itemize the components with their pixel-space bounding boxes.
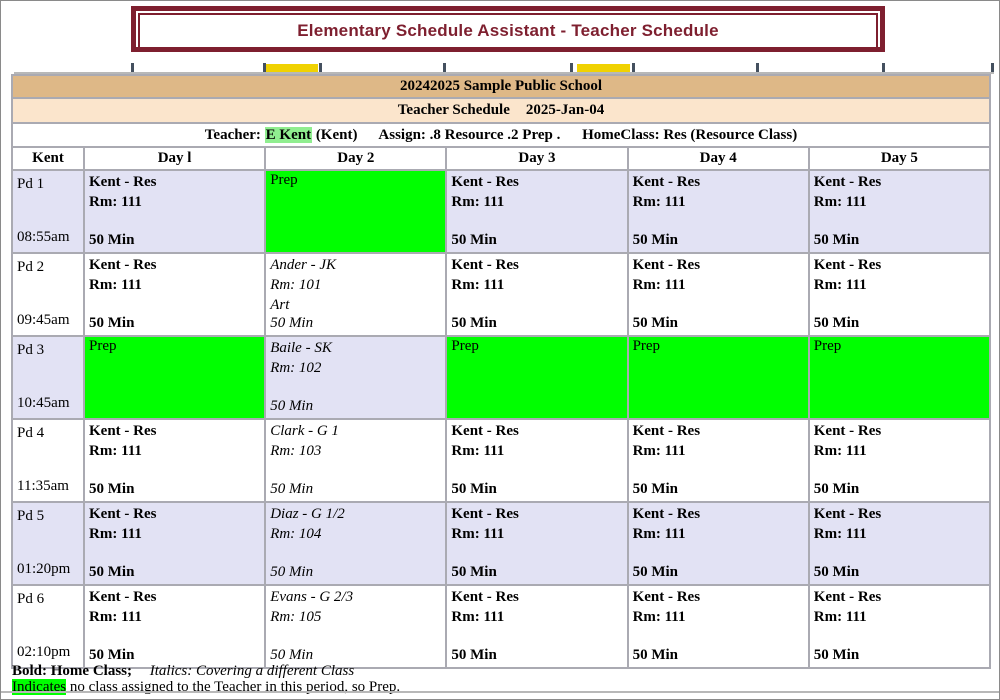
- home-class-cell[interactable]: [809, 170, 990, 253]
- period-cell: [12, 419, 84, 502]
- period-label: Pd 2: [17, 259, 45, 275]
- prep-cell[interactable]: [809, 336, 990, 419]
- day-column-header: Day 5: [809, 147, 990, 170]
- yellow-highlight-cell: [577, 64, 630, 72]
- teacher-name-highlight: E Kent: [265, 126, 312, 143]
- class-info: Kent - Res Rm: 111: [813, 423, 882, 459]
- home-class-cell[interactable]: [446, 419, 627, 502]
- class-info: Kent - Res Rm: 111: [813, 174, 882, 210]
- bottom-divider: [1, 691, 999, 693]
- class-duration: 50 Min: [813, 481, 860, 497]
- cell-border-tick: [882, 63, 885, 72]
- prep-label: Prep: [813, 338, 842, 354]
- schedule-row: [12, 170, 990, 253]
- class-info: Kent - Res Rm: 111: [632, 589, 701, 625]
- home-class-cell[interactable]: [809, 585, 990, 668]
- school-header-row: [12, 75, 990, 98]
- class-duration: 50 Min: [632, 481, 678, 497]
- legend-italic-label: Italics: Covering a different Class: [149, 663, 355, 679]
- prep-cell[interactable]: [446, 336, 627, 419]
- period-label: Pd 3: [17, 342, 45, 358]
- report-title-cell: [12, 98, 990, 123]
- covering-class-cell[interactable]: [265, 585, 446, 668]
- home-class-cell[interactable]: [446, 253, 627, 336]
- period-cell: [12, 585, 84, 668]
- home-class-cell[interactable]: [446, 585, 627, 668]
- class-duration: 50 Min: [813, 564, 860, 580]
- period-cell: [12, 253, 84, 336]
- period-label: Pd 4: [17, 425, 45, 441]
- home-class-cell[interactable]: [446, 502, 627, 585]
- class-info: Kent - Res Rm: 111: [451, 174, 519, 210]
- report-header-row: [12, 98, 990, 123]
- prep-label: Prep: [270, 172, 298, 188]
- covering-class-cell[interactable]: [265, 336, 446, 419]
- class-info: Kent - Res Rm: 111: [451, 257, 519, 293]
- class-duration: 50 Min: [270, 647, 314, 663]
- teacher-info-row: [12, 123, 990, 147]
- home-class-cell[interactable]: [628, 253, 809, 336]
- home-class-cell[interactable]: [809, 419, 990, 502]
- class-info: Kent - Res Rm: 111: [89, 506, 157, 542]
- home-class-cell[interactable]: [84, 502, 265, 585]
- prep-cell[interactable]: [84, 336, 265, 419]
- class-duration: 50 Min: [89, 232, 135, 248]
- period-label: Pd 5: [17, 508, 45, 524]
- class-info: Kent - Res Rm: 111: [89, 174, 157, 210]
- home-class-cell[interactable]: [628, 419, 809, 502]
- class-info: Kent - Res Rm: 111: [89, 423, 157, 459]
- home-class-cell[interactable]: [84, 253, 265, 336]
- period-label: Pd 1: [17, 176, 45, 192]
- class-duration: 50 Min: [451, 564, 497, 580]
- period-start-time: 10:45am: [17, 395, 70, 411]
- period-cell: [12, 336, 84, 419]
- period-cell: [12, 502, 84, 585]
- class-duration: 50 Min: [451, 481, 497, 497]
- covering-class-cell[interactable]: [265, 419, 446, 502]
- home-class-cell[interactable]: [84, 170, 265, 253]
- class-info: Kent - Res Rm: 111: [451, 506, 519, 542]
- class-info: Kent - Res Rm: 111: [632, 257, 701, 293]
- schedule-row: [12, 502, 990, 585]
- class-info: Diaz - G 1/2 Rm: 104: [270, 506, 345, 542]
- class-duration: 50 Min: [270, 398, 314, 414]
- prep-label: Prep: [632, 338, 661, 354]
- cell-border-tick: [756, 63, 759, 72]
- schedule-row: [12, 336, 990, 419]
- day-column-header: Day 4: [628, 147, 809, 170]
- home-class-cell[interactable]: [84, 585, 265, 668]
- prep-label: Prep: [89, 338, 117, 354]
- class-duration: 50 Min: [451, 315, 497, 331]
- home-class-cell[interactable]: [809, 253, 990, 336]
- class-duration: 50 Min: [89, 564, 135, 580]
- class-info: Clark - G 1 Rm: 103: [270, 423, 339, 459]
- home-class-cell[interactable]: [628, 585, 809, 668]
- period-start-time: 11:35am: [17, 478, 69, 494]
- covering-class-cell[interactable]: [265, 502, 446, 585]
- class-duration: 50 Min: [89, 315, 135, 331]
- period-start-time: 01:20pm: [17, 561, 71, 577]
- legend-format-line: [12, 664, 990, 679]
- schedule-row: [12, 585, 990, 668]
- class-info: Kent - Res Rm: 111: [632, 423, 701, 459]
- page-title: Elementary Schedule Assistant - Teacher Schedule: [297, 21, 719, 40]
- teacher-code: (Kent): [315, 126, 358, 143]
- class-duration: 50 Min: [89, 647, 135, 663]
- class-duration: 50 Min: [632, 564, 678, 580]
- class-info: Baile - SK Rm: 102: [270, 340, 332, 376]
- home-class-cell[interactable]: [809, 502, 990, 585]
- period-start-time: 09:45am: [17, 312, 70, 328]
- class-duration: 50 Min: [270, 481, 314, 497]
- home-class-cell[interactable]: [628, 170, 809, 253]
- class-duration: 50 Min: [451, 232, 497, 248]
- homeclass-info: HomeClass: Res (Resource Class): [582, 126, 798, 143]
- home-class-cell[interactable]: [446, 170, 627, 253]
- class-duration: 50 Min: [813, 232, 860, 248]
- class-duration: 50 Min: [270, 315, 314, 331]
- class-info: Kent - Res Rm: 111: [89, 257, 157, 293]
- assignment-info: Assign: .8 Resource .2 Prep .: [378, 126, 561, 143]
- cell-border-tick: [443, 63, 446, 72]
- schedule-row: [12, 253, 990, 336]
- class-info: Kent - Res Rm: 111: [632, 506, 701, 542]
- cell-border-tick: [131, 63, 134, 72]
- cell-border-tick: [991, 63, 994, 72]
- class-info: Kent - Res Rm: 111: [451, 423, 519, 459]
- home-class-cell[interactable]: [628, 502, 809, 585]
- home-class-cell[interactable]: [84, 419, 265, 502]
- period-label: Pd 6: [17, 591, 45, 607]
- day-column-header: Day 2: [265, 147, 446, 170]
- legend-prep-highlight: Indicates: [12, 679, 67, 695]
- teacher-column-header: Kent: [12, 147, 84, 170]
- class-info: Kent - Res Rm: 111: [813, 589, 882, 625]
- covering-class-cell[interactable]: [265, 253, 446, 336]
- class-info: Kent - Res Rm: 111: [89, 589, 157, 625]
- class-info: Kent - Res Rm: 111: [451, 589, 519, 625]
- schedule-body: [12, 170, 990, 668]
- class-duration: 50 Min: [270, 564, 314, 580]
- period-start-time: 08:55am: [17, 229, 70, 245]
- schedule-table: [11, 74, 991, 669]
- day-column-header: Day l: [84, 147, 265, 170]
- report-title: Teacher Schedule: [397, 102, 510, 118]
- period-cell: [12, 170, 84, 253]
- teacher-info-cell: [12, 123, 990, 147]
- title-banner-inner: [138, 13, 878, 49]
- cell-border-tick: [632, 63, 635, 72]
- class-info: Kent - Res Rm: 111: [632, 174, 701, 210]
- prep-label: Prep: [451, 338, 479, 354]
- class-info: Ander - JK Rm: 101 Art: [270, 257, 337, 313]
- class-duration: 50 Min: [632, 315, 678, 331]
- class-duration: 50 Min: [632, 232, 678, 248]
- title-banner: [131, 6, 885, 52]
- yellow-highlight-cell: [266, 64, 318, 72]
- class-duration: 50 Min: [813, 647, 860, 663]
- clipped-row-above-table: [14, 62, 994, 74]
- teacher-label: Teacher:: [204, 126, 261, 143]
- class-duration: 50 Min: [451, 647, 497, 663]
- class-info: Kent - Res Rm: 111: [813, 506, 882, 542]
- report-date: 2025-Jan-04: [525, 102, 605, 118]
- prep-cell[interactable]: [265, 170, 446, 253]
- cell-border-tick: [570, 63, 573, 72]
- legend-bold-label: Bold: Home Class;: [12, 663, 132, 679]
- class-duration: 50 Min: [89, 481, 135, 497]
- class-duration: 50 Min: [813, 315, 860, 331]
- class-info: Kent - Res Rm: 111: [813, 257, 882, 293]
- day-column-header: Day 3: [446, 147, 627, 170]
- class-duration: 50 Min: [632, 647, 678, 663]
- column-header-row: [12, 147, 990, 170]
- school-name: 20242025 Sample Public School: [12, 75, 990, 98]
- prep-cell[interactable]: [628, 336, 809, 419]
- class-info: Evans - G 2/3 Rm: 105: [270, 589, 354, 625]
- period-start-time: 02:10pm: [17, 644, 71, 660]
- legend-prep-text: no class assigned to the Teacher in this period, so Prep.: [66, 679, 401, 695]
- schedule-row: [12, 419, 990, 502]
- cell-border-tick: [319, 63, 322, 72]
